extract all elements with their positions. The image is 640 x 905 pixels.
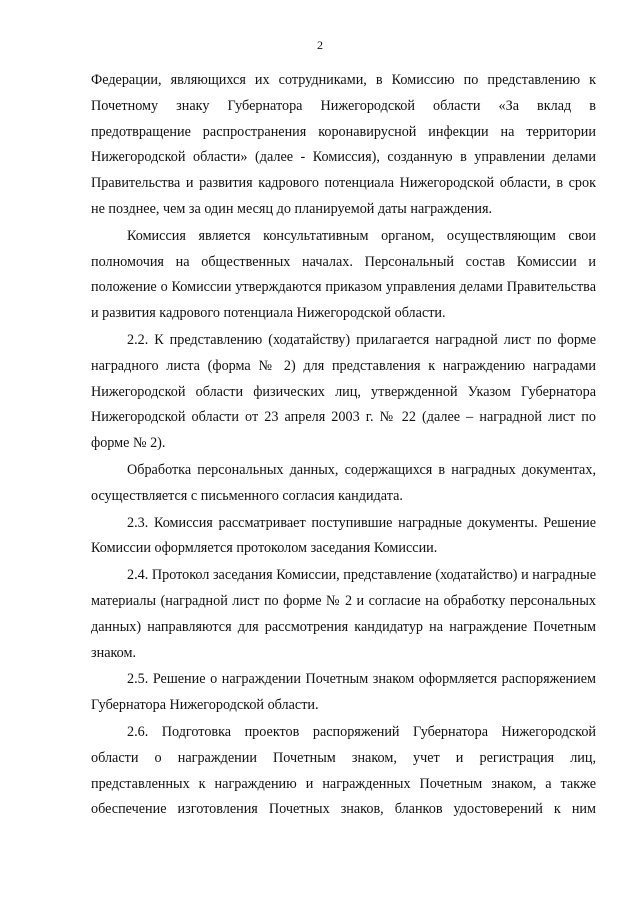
paragraph-2-6: 2.6. Подготовка проектов распоряжений Губернатора Нижегородской области о награждении Почетным знаком, учет и регистрация лиц, представленных к награждению и награжденных Почетным знаком, а также обеспечение изготовления Почетных знаков, бланков удостоверений к ним bbox=[91, 723, 596, 818]
paragraph-2-3: 2.3. Комиссия рассматривает поступившие наградные документы. Решение Комиссии оформляется протоколом заседания Комиссии. bbox=[91, 514, 596, 557]
paragraph-2-5: 2.5. Решение о награждении Почетным знаком оформляется распоряжением Губернатора Нижегородской области. bbox=[91, 671, 596, 714]
document-body bbox=[91, 68, 596, 823]
paragraph-2-4: 2.4. Протокол заседания Комиссии, представление (ходатайство) и наградные материалы (наградной лист по форме № 2 и согласие на обработку персональных данных) направляются для рассмотрения кандидатур на награждение Почетным знаком. bbox=[91, 567, 596, 661]
page-number: 2 bbox=[317, 38, 323, 52]
paragraph-personal-data: Обработка персональных данных, содержащихся в наградных документах, осуществляется с письменного согласия кандидата. bbox=[91, 461, 596, 504]
paragraph-2-2: 2.2. К представлению (ходатайству) прилагается наградной лист по форме наградного листа (форма № 2) для представления к награждению наградами Нижегородской области физических лиц, утвержденной Указом Губернатора Нижегородской области от 23 апреля 2003 г. № 22 (далее – наградной лист по форме № 2). bbox=[91, 331, 596, 452]
paragraph-commission-role: Комиссия является консультативным органом, осуществляющим свои полномочия на общественных началах. Персональный состав Комиссии и положение о Комиссии утверждаются приказом управления делами Правительства и развития кадрового потенциала Нижегородской области. bbox=[91, 227, 596, 322]
paragraph-continuation: Федерации, являющихся их сотрудниками, в Комиссию по представлению к Почетному знаку Губернатора Нижегородской области «За вклад в предотвращение распространения коронавирусной инфекции на территории Нижегородской области» (далее - Комиссия), созданную в управлении делами Правительства и развития кадрового потенциала Нижегородской области, в срок не позднее, чем за один месяц до планируемой даты награждения. bbox=[91, 72, 596, 217]
